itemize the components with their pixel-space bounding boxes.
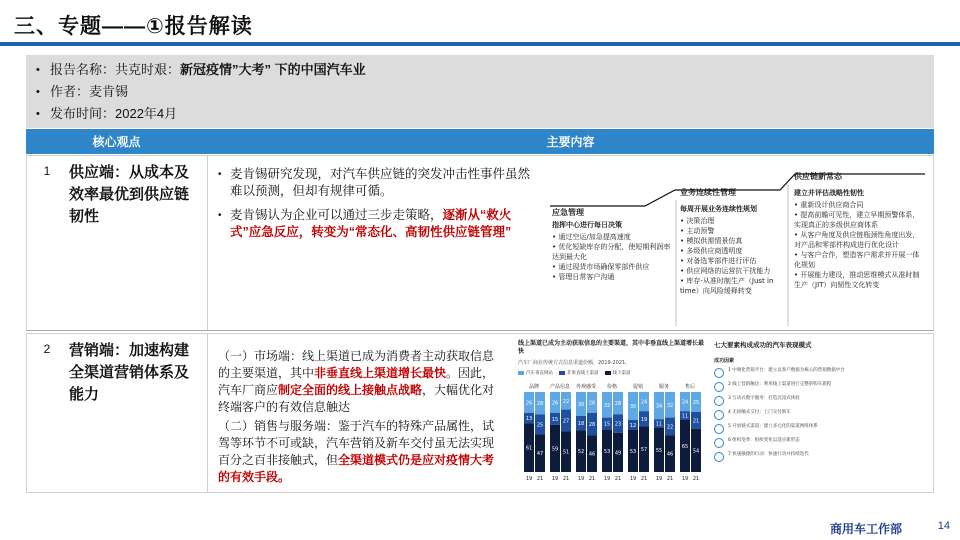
- continuity-mgmt-column: [680, 188, 785, 296]
- channel-share-chart: [518, 340, 708, 490]
- bar-value-label: 46: [666, 451, 674, 458]
- author-line: [36, 81, 924, 103]
- bullet-icon: •: [36, 108, 40, 120]
- sales-paragraph: （二）销售与服务端：鉴于汽车的特殊产品属性，试驾等环节不可或缺，汽车营销及新车交付虽无法实现百分之百非接触式，但全渠道模式仍是应对疫情大考的有效手段。: [218, 419, 495, 484]
- bullet-text: 麦肯锡研究发现，对汽车供应链的突发冲击性事件虽然难以预测，但却有规律可循。: [230, 167, 531, 198]
- table-header: [26, 129, 934, 154]
- bar-value-label: 19: [640, 416, 648, 423]
- year-label: 21: [562, 476, 570, 482]
- table-row: [26, 333, 934, 493]
- bar-value-label: 32: [666, 402, 674, 409]
- category-label: 品牌: [528, 384, 540, 390]
- year-label: 19: [655, 476, 663, 482]
- chart-subtitle: 汽车厂商在传统方式信息渠道份额，2019-2021，: [518, 360, 631, 366]
- bar-value-label: 30: [577, 402, 585, 408]
- column-item: • 开展能力建设，推动思维模式从准时制生产（JIT）向韧性文化转变: [794, 271, 920, 289]
- new-normal-column: [794, 172, 922, 290]
- factor-item: 6 组织变革：组织变化以适应新形态: [714, 438, 944, 448]
- bar-value-label: 34: [655, 403, 663, 410]
- bar-value-label: 49: [614, 450, 622, 457]
- highlight-text: 非垂直线上渠道增长最快: [314, 366, 447, 380]
- bar-value-label: 24: [681, 399, 689, 406]
- row-number: 1: [43, 164, 51, 178]
- factor-item: 5 开放链式渠道：建立多元化的渠道网络体系: [714, 424, 944, 434]
- bullet-icon: •: [218, 210, 222, 221]
- bar-value-label: 61: [525, 445, 533, 452]
- bar-value-label: 32: [603, 402, 611, 409]
- bullet-text-plain: 麦肯锡认为企业可以通过三步走策略，: [230, 208, 443, 222]
- header-main-content: 主要内容: [546, 135, 595, 149]
- year-label: 21: [614, 476, 622, 482]
- title-underline: [0, 42, 960, 46]
- chart-title: 线上渠道已成为主动获取信息的主要渠道，其中非垂直线上渠道增长最快: [518, 340, 705, 355]
- emergency-mgmt-column: [552, 208, 672, 282]
- chart-legend: [518, 370, 708, 376]
- supply-chain-stairs-diagram: [550, 166, 925, 326]
- year-label: 21: [588, 476, 596, 482]
- report-name-line: [36, 59, 924, 81]
- bar-value-label: 27: [562, 418, 570, 425]
- highlight-text: 逐渐从“救火式”应急反应，转变为“常态化、高韧性供应链管理”: [230, 208, 512, 239]
- bar-value-label: 15: [603, 421, 611, 428]
- bar-value-label: 52: [577, 449, 585, 456]
- footer-org: 商用车工作部: [829, 522, 902, 536]
- bullet-icon: •: [36, 86, 40, 98]
- bullet-text: [230, 207, 532, 241]
- page-number: 14: [937, 520, 950, 532]
- column-item: • 提高前瞻可见性，建立早期预警体系，实现真正的多级供应商体系: [794, 211, 920, 229]
- column-item: • 多级供应商透明度: [680, 247, 743, 255]
- bar-value-label: 54: [692, 448, 700, 455]
- factor-item: 2 线上营销触达：利用线上渠道进行完整的购车旅程: [714, 382, 944, 392]
- table-row: [26, 155, 934, 331]
- bar-value-label: 18: [577, 421, 585, 428]
- year-label: 21: [640, 476, 648, 482]
- column-item: • 决策治理: [680, 217, 715, 225]
- column-header: 应急管理: [552, 208, 584, 217]
- factor-icon: [714, 452, 724, 462]
- year-label: 21: [692, 476, 700, 482]
- highlight-text: 全渠道模式仍是应对疫情大考的有效手段。: [218, 453, 495, 484]
- highlight-text: 制定全面的线上接触点战略: [278, 383, 423, 397]
- bar-value-label: 65: [681, 444, 689, 450]
- success-factors-figure: [714, 340, 944, 490]
- bullet-icon: •: [36, 64, 40, 76]
- column-item: • 重新设计供应商合同: [794, 201, 864, 209]
- bar-value-label: 23: [614, 421, 622, 428]
- legend-item: 非垂直线上渠道: [559, 370, 599, 376]
- bar-value-label: 53: [629, 448, 637, 455]
- column-item: • 供应网络的运营抗干扰能力: [680, 267, 771, 275]
- date-text: 发布时间：2022年4月: [50, 106, 178, 121]
- column-item: • 模拟供需情景仿真: [680, 237, 743, 245]
- year-label: 19: [603, 476, 611, 482]
- column-item: • 从客户角度及供应链瓶颈性角度出发，对产品和零部件构成进行优化设计: [794, 231, 920, 249]
- factor-icon: [714, 368, 724, 378]
- bar-value-label: 28: [536, 401, 544, 408]
- legend-item: 汽车垂直网站: [518, 370, 553, 376]
- bar-value-label: 15: [551, 416, 559, 423]
- marketing-figures: [508, 334, 933, 492]
- category-label: 外观感受: [575, 384, 597, 390]
- factor-item: 4 无接触式交付：上门交付新车: [714, 410, 944, 420]
- column-subheader: 每周开展业务连续性规划: [680, 205, 757, 213]
- year-label: 21: [666, 476, 674, 482]
- legend-item: 线下渠道: [605, 370, 631, 376]
- bullet-icon: •: [218, 169, 222, 180]
- row-key-point: 营销端：加速构建全渠道营销体系及能力: [67, 334, 208, 492]
- category-label: 售后: [684, 384, 696, 390]
- column-item: • 管理日常客户沟通: [552, 273, 615, 281]
- page-title: 三、专题——①报告解读: [14, 15, 253, 38]
- bar-value-label: 24: [640, 399, 648, 406]
- factor-item: 7 快速敏捷的行动：快速行动并持续迭代: [714, 452, 944, 462]
- year-label: 19: [551, 476, 559, 482]
- column-header: 供应链新常态: [794, 172, 842, 181]
- factor-item: 3 互动式数字服务：打造沉浸式体验: [714, 396, 944, 406]
- figure-title: 七大要素构成成功的汽车表现模式: [714, 341, 812, 349]
- content-bullet: [218, 207, 532, 241]
- bar-value-label: 26: [588, 400, 596, 407]
- factor-icon: [714, 424, 724, 434]
- category-label: 价格: [606, 384, 618, 390]
- bar-value-label: 25: [692, 400, 700, 406]
- column-subheader: 指挥中心进行每日决策: [552, 221, 622, 229]
- bar-value-label: 21: [692, 418, 700, 425]
- bar-value-label: 26: [525, 400, 533, 407]
- bar-value-label: 13: [525, 416, 533, 422]
- category-label: 服务: [658, 384, 670, 390]
- column-subheader: 建立并评估战略性韧性: [794, 189, 864, 197]
- bar-value-label: 46: [588, 451, 596, 458]
- column-header: 业务连续性管理: [680, 188, 736, 197]
- bar-value-label: 28: [614, 401, 622, 408]
- supply-chain-figure: [538, 156, 933, 330]
- bar-value-label: 51: [562, 449, 570, 456]
- category-label: 产品信息: [549, 384, 571, 390]
- content-bullet: [218, 166, 532, 200]
- figure-subtitle: 成功因素: [714, 358, 735, 364]
- column-item: • 通过空运/加急提高速度: [552, 233, 631, 241]
- bar-value-label: 11: [681, 413, 689, 420]
- column-item: • 优化短缺库存的分配，使短期利润率达到最大化: [552, 243, 671, 261]
- report-name-label: 报告名称：共克时艰：: [50, 62, 181, 77]
- bar-value-label: 59: [551, 446, 559, 453]
- row-key-point: 供应端：从成本及效率最优到供应链韧性: [67, 156, 208, 330]
- row-content: [208, 156, 538, 330]
- row-number: 2: [43, 342, 51, 356]
- column-item: • 对备选零部件进行评估: [680, 257, 757, 265]
- author-text: 作者：麦肯锡: [50, 84, 129, 99]
- market-paragraph: （一）市场端：线上渠道已成为消费者主动获取信息的主要渠道，其中非垂直线上渠道增长最快。因此，汽车厂商应制定全面的线上接触点战略，大幅优化对终端客户的有效信息触达: [218, 349, 495, 414]
- factor-icon: [714, 382, 724, 392]
- date-line: [36, 103, 924, 125]
- bar-value-label: 28: [588, 422, 596, 428]
- bar-value-label: 11: [655, 421, 663, 428]
- bar-value-label: 12: [629, 422, 637, 429]
- row-content: [208, 334, 508, 492]
- column-item: • 与客户合作，塑造客户需求并开展一体化规划: [794, 251, 920, 269]
- bar-value-label: 26: [551, 400, 559, 407]
- year-label: 19: [577, 476, 585, 482]
- bar-value-label: 47: [536, 451, 544, 458]
- year-label: 21: [536, 476, 544, 482]
- bar-value-label: 35: [629, 404, 637, 410]
- year-label: 19: [681, 476, 689, 482]
- bar-value-label: 57: [640, 447, 648, 454]
- column-item: • 通过现货市场确保零部件供应: [552, 263, 650, 271]
- year-label: 19: [525, 476, 533, 482]
- factor-icon: [714, 410, 724, 420]
- report-name-value: 新冠疫情”大考” 下的中国汽车业: [180, 62, 366, 77]
- stacked-bar-chart: [518, 380, 708, 490]
- column-item: • 库存-从准时制生产（Just in time）向风险缓释转变: [680, 277, 774, 295]
- bar-value-label: 25: [536, 422, 544, 429]
- bar-value-label: 53: [603, 448, 611, 455]
- header-core-view: 核心观点: [92, 135, 141, 149]
- year-label: 19: [629, 476, 637, 482]
- factor-icon: [714, 396, 724, 406]
- bar-value-label: 55: [655, 448, 663, 454]
- bar-value-label: 22: [562, 398, 570, 405]
- bar-value-label: 22: [666, 424, 674, 431]
- factor-icon: [714, 438, 724, 448]
- column-item: • 主动预警: [680, 227, 715, 235]
- category-label: 促销: [632, 384, 644, 390]
- factor-item: 1 中端化营销平台：建立以客户数据为核心的营销数据中台: [714, 368, 944, 378]
- report-info-box: [26, 55, 934, 128]
